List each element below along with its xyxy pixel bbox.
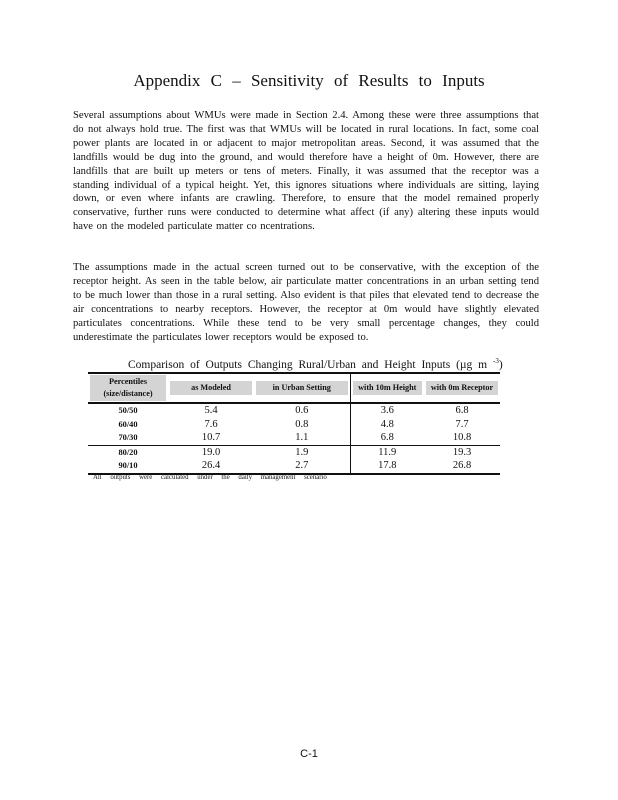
header-10m-height: with 10m Height bbox=[350, 373, 424, 403]
value-cell: 26.8 bbox=[424, 459, 500, 474]
table-row bbox=[88, 431, 500, 445]
page-title: Appendix C – Sensitivity of Results to Inputs bbox=[133, 71, 485, 90]
value-cell: 6.8 bbox=[455, 405, 469, 417]
header-as-modeled: as Modeled bbox=[168, 373, 254, 403]
value-cell: 10.8 bbox=[452, 432, 472, 444]
value-cell: 5.4 bbox=[204, 405, 218, 417]
value-cell: 17.8 bbox=[350, 459, 424, 474]
table-row bbox=[88, 445, 500, 459]
table-caption: Comparison of Outputs Changing Rural/Urban and Height Inputs (µg m $^{-3}$) bbox=[128, 357, 503, 371]
value-cell: 19.3 bbox=[452, 446, 472, 458]
value-cell: 2.7 bbox=[254, 459, 350, 474]
header-0m-receptor: with 0m Receptor bbox=[424, 373, 500, 403]
table-row bbox=[88, 459, 500, 474]
table-header-row bbox=[88, 373, 500, 403]
percentile-cell: 70/30 bbox=[118, 433, 138, 443]
value-cell: 7.6 bbox=[204, 418, 218, 430]
table-footnote: All outputs were calculated under the daily management scenario bbox=[93, 474, 327, 481]
value-cell: 3.6 bbox=[350, 403, 424, 418]
paragraph-assumptions: Several assumptions about WMUs were made in Section 2.4. Among these were three assumptions that do not always hold true. The first was that WMUs will be located in rural locations. In fact, some coal power plants are located in or adjacent to major metropolitan areas. Second, it was assumed that the landfills would be dug into the ground, and would therefore have a height of 0m. However, there are landfills that are built up meters or tens of meters. Finally, it was assumed that the receptor was a standing individual of a typical height. Yet, this ignores situations where individuals are sitting, laying down, or even where infants are crawling. Therefore, to ensure that the model remained properly conservative, further runs were conducted to determine what affect (if any) altering these inputs would have on the modeled particulate matter co ncentrations. bbox=[73, 110, 539, 233]
value-cell: 19.0 bbox=[201, 446, 221, 458]
value-cell: 1.9 bbox=[295, 446, 309, 458]
percentile-cell: 60/40 bbox=[118, 419, 138, 429]
page-number: C-1 bbox=[300, 748, 318, 760]
value-cell: 0.8 bbox=[295, 418, 309, 430]
percentile-cell: 50/50 bbox=[118, 406, 138, 416]
value-cell: 7.7 bbox=[455, 418, 469, 430]
value-cell: 6.8 bbox=[350, 431, 424, 445]
table-row bbox=[88, 418, 500, 432]
paragraph-results: The assumptions made in the actual screen turned out to be conservative, with the exception of the receptor height. As seen in the table below, air particulate matter concentrations in an urban setting tend to be much lower than those in a rural setting. Also evident is that piles that elevated tend to decrease the air concentrations to nearby receptors. However, the receptor at 0m would have slightly elevated particulates concentrations. While these tend to be very small percentage changes, they could underestimate the particulates lower receptors would be exposed to. bbox=[73, 262, 539, 343]
sensitivity-table bbox=[88, 372, 500, 475]
value-cell: 0.6 bbox=[295, 405, 309, 417]
percentile-cell: 80/20 bbox=[118, 447, 138, 457]
value-cell: 26.4 bbox=[168, 459, 254, 474]
value-cell: 1.1 bbox=[295, 432, 309, 444]
percentile-cell: 90/10 bbox=[88, 459, 168, 474]
value-cell: 11.9 bbox=[350, 445, 424, 459]
header-percentiles: Percentiles (size/distance) bbox=[88, 373, 168, 403]
table-row bbox=[88, 403, 500, 418]
header-urban: in Urban Setting bbox=[254, 373, 350, 403]
value-cell: 4.8 bbox=[350, 418, 424, 432]
value-cell: 10.7 bbox=[201, 432, 221, 444]
